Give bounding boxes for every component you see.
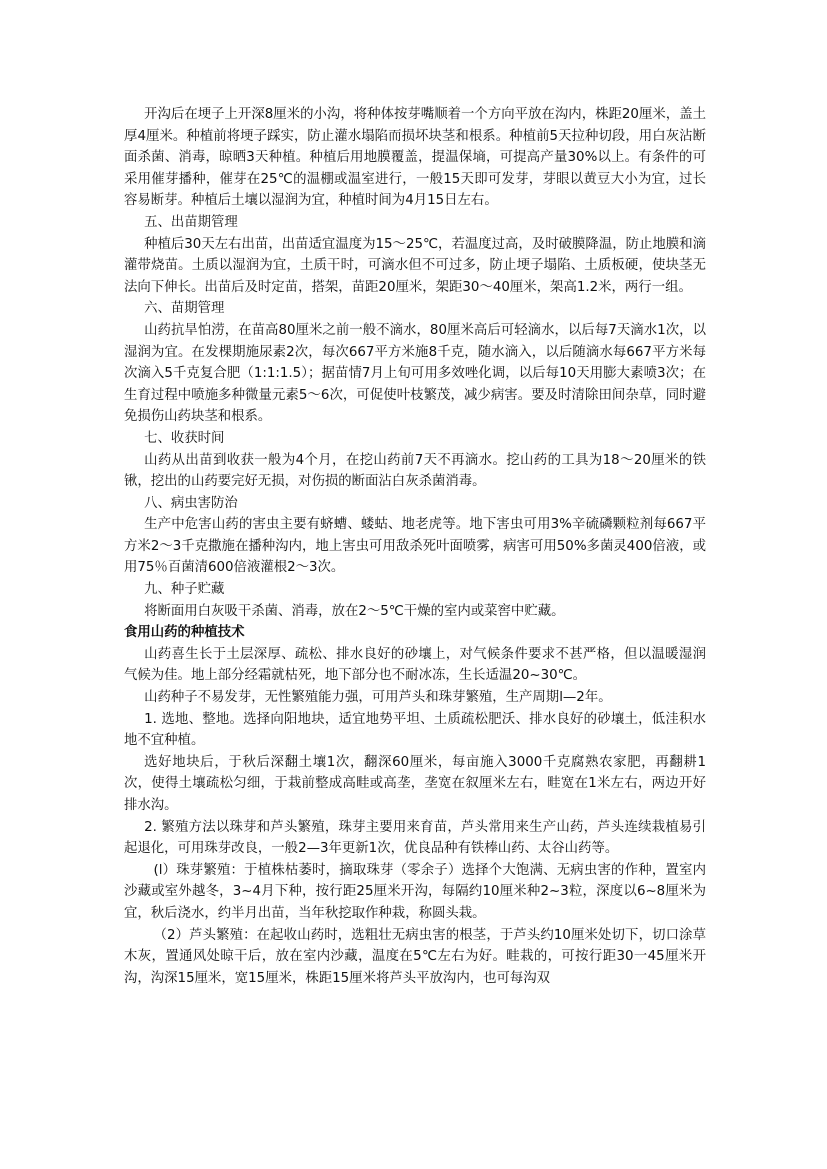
document-body (124, 104, 706, 989)
paragraph-growing-conditions: 山药喜生长于土层深厚、疏松、排水良好的砂壤上，对气候条件要求不甚严格，但以温暖湿润气候为佳。地上部分经霜就枯死，地下部分也不耐冰冻，生长适温20~30℃。 (124, 646, 706, 684)
heading-seed-storage: 九、种子贮藏 (144, 582, 225, 598)
paragraph-growth-management: 山药抗旱怕涝，在苗高80厘米之前一般不滴水，80厘米高后可轻滴水，以后每7天滴水1次，以湿润为宜。在发棵期施尿素2次，每次667平方米施8千克，随水滴入，以后随滴水每667平方米每次滴入5千克复合肥（1:1:1.5）；据苗情7月上旬可用多效唑化调，以后每10天用膨大素喷3次；在生育过程中喷施多种微量元素5～6次，可促使叶枝繁茂，减少病害。要及时清除田间杂草，同时避免损伤山药块茎和根系。 (124, 322, 706, 425)
paragraph-seed-storage: 将断面用白灰吸干杀菌、消毒，放在2～5℃干燥的室内或菜窖中贮藏。 (144, 603, 565, 619)
paragraph-seedling-management: 种植后30天左右出苗，出苗适宜温度为15～25℃，若温度过高，及时破膜降温，防止地膜和滴灌带烧苗。土质以湿润为宜，土质干时，可滴水但不可过多，防止埂子塌陷、土质板硬，使块茎无法向下伸长。出苗后及时定苗，搭架，苗距20厘米，架距30～40厘米，架高1.2米，两行一组。 (124, 236, 706, 295)
paragraph-propagation-methods: 2. 繁殖方法以珠芽和芦头繁殖，珠芽主要用来育苗，芦头常用来生产山药，芦头连续栽植易引起退化，可用珠芽改良，一般2—3年更新1次，优良品种有铁棒山药、太谷山药等。 (124, 819, 706, 857)
heading-growth-management: 六、苗期管理 (144, 301, 225, 317)
paragraph-site-selection: 1. 选地、整地。选择向阳地块，适宜地势平坦、土质疏松肥沃、排水良好的砂壤土，低洼积水地不宜种植。 (124, 711, 706, 749)
paragraph-rhizome-head-propagation: （2）芦头繁殖：在起收山药时，选粗壮无病虫害的根茎，于芦头约10厘米处切下，切口涂草木灰，置通风处晾干后，放在室内沙藏，温度在5℃左右为好。畦栽的，可按行距30一45厘米开沟，沟深15厘米，宽15厘米，株距15厘米将芦头平放沟内，也可每沟双 (124, 927, 706, 986)
paragraph-propagation-overview: 山药种子不易发芽，无性繁殖能力强，可用芦头和珠芽繁殖，生产周期l—2年。 (144, 690, 612, 706)
paragraph-harvest-time: 山药从出苗到收获一般为4个月，在挖山药前7天不再滴水。挖山药的工具为18～20厘米的铁锹，挖出的山药要完好无损，对伤损的断面沾白灰杀菌消毒。 (124, 452, 706, 490)
paragraph-planting-method: 开沟后在埂子上开深8厘米的小沟，将种体按芽嘴顺着一个方向平放在沟内，株距20厘米，盖土厚4厘米。种植前将埂子踩实，防止灌水塌陷而损坏块茎和根系。种植前5天拉种切段，用白灰沾断面杀菌、消毒，晾晒3天种植。种植后用地膜覆盖，提温保墒，可提高产量30%以上。有条件的可采用催芽播种，催芽在25℃的温棚或温室进行，一般15天即可发芽，芽眼以黄豆大小为宜，过长容易断芽。种植后土壤以湿润为宜，种植时间为4月15日左右。 (124, 107, 706, 209)
paragraph-pest-control: 生产中危害山药的害虫主要有蛴螬、蝼蛄、地老虎等。地下害虫可用3%辛硫磷颗粒剂每667平方米2～3千克撒施在播种沟内，地上害虫可用敌杀死叶面喷雾，病害可用50%多菌灵400倍液，或用75％百菌清600倍液灌根2～3次。 (124, 517, 706, 576)
heading-seedling-management: 五、出苗期管理 (144, 214, 238, 230)
heading-pest-control: 八、病虫害防治 (144, 495, 238, 511)
paragraph-bulbil-propagation: (l）珠芽繁殖：于植株枯萎时，摘取珠芽（零余子）选择个大饱满、无病虫害的作种，置室内沙藏或室外越冬，3~4月下种，按行距25厘米开沟，每隔约10厘米种2~3粒，深度以6~8厘米为宜，秋后浇水，约半月出苗，当年秋挖取作种栽，称圆头栽。 (124, 862, 706, 921)
paragraph-soil-preparation: 选好地块后，于秋后深翻土壤1次，翻深60厘米，每亩施入3000千克腐熟农家肥，再翻耕1次，使得土壤疏松匀细，于栽前整成高畦或高垄，垄宽在叙厘米左右，畦宽在1米左右，两边开好排水沟。 (124, 754, 706, 813)
heading-harvest-time: 七、收获时间 (144, 430, 225, 446)
section-title-edible-yam: 食用山药的种植技术 (124, 625, 245, 641)
